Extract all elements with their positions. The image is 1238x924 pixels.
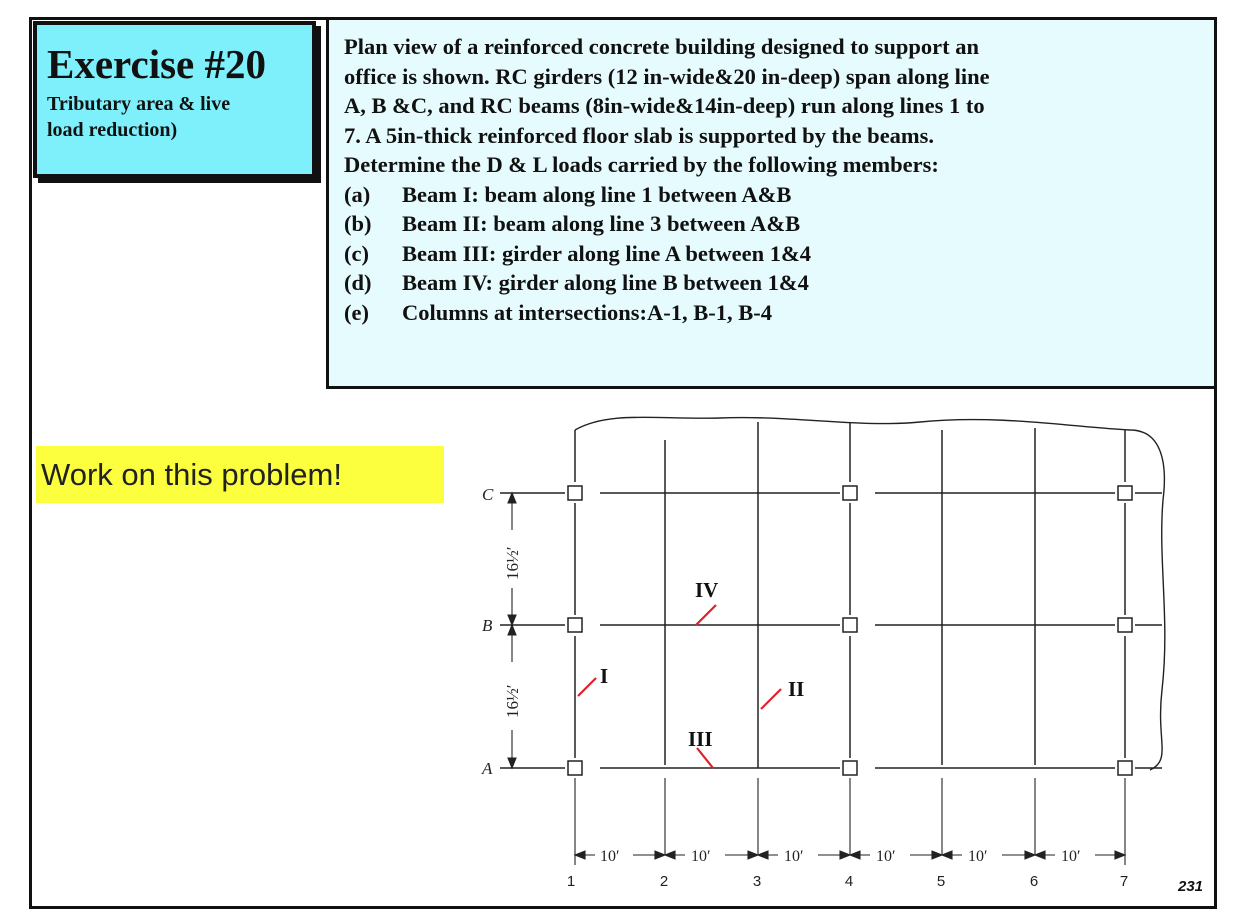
column-label-7: 7 [1119, 873, 1129, 890]
item-mark: (d) [344, 270, 372, 295]
member-item [344, 180, 1204, 210]
label-girder-3: III [688, 727, 713, 751]
problem-line: 7. A 5in-thick reinforced floor slab is supported by the beams. [344, 122, 935, 148]
item-text: Columns at intersections:A-1, B-1, B-4 [402, 299, 772, 325]
column-label-1: 1 [566, 873, 576, 890]
member-item [344, 209, 1204, 239]
member-item [344, 298, 1204, 328]
column-a1 [568, 761, 582, 775]
row-label-c: C [482, 485, 494, 504]
item-text: Beam IV: girder along line B between 1&4 [402, 270, 809, 295]
exercise-subtitle-line: Tributary area & live [47, 93, 231, 115]
column-b4 [843, 618, 857, 632]
vertical-dimension [508, 493, 516, 768]
column-b1 [568, 618, 582, 632]
item-text: Beam I: beam along line 1 between A&B [402, 181, 792, 207]
work-note-highlight: Work on this problem! [36, 446, 444, 503]
exercise-subtitle [47, 91, 302, 143]
column-a4 [843, 761, 857, 775]
label-beam-2: II [788, 677, 805, 701]
leader-beam-2 [761, 689, 781, 709]
leader-girder-4 [696, 605, 716, 625]
column-label-6: 6 [1029, 873, 1039, 890]
leader-girder-3 [697, 748, 713, 768]
page-number: 231 [1178, 878, 1204, 895]
column-b7 [1118, 618, 1132, 632]
problem-statement-box [326, 17, 1217, 389]
bay-spacing-label: 10′ [600, 848, 620, 865]
label-girder-4: IV [695, 578, 719, 602]
label-beam-1: I [600, 664, 609, 688]
problem-line: office is shown. RC girders (12 in-wide&20 in-deep) span along line [344, 63, 990, 89]
column-a7 [1118, 761, 1132, 775]
column-c7 [1118, 486, 1132, 500]
bay-spacing-label: 10′ [1061, 848, 1081, 865]
item-mark: (e) [344, 299, 369, 325]
column-label-3: 3 [752, 873, 762, 890]
column-c4 [843, 486, 857, 500]
row-spacing-label-ba: 16½′ [503, 684, 522, 718]
problem-line: A, B &C, and RC beams (8in-wide&14in-deep) run along lines 1 to [344, 93, 985, 118]
member-item [344, 239, 1204, 269]
beam-lines [575, 422, 1125, 768]
item-mark: (c) [344, 240, 369, 266]
column-c1 [568, 486, 582, 500]
column-label-2: 2 [659, 873, 669, 890]
column-label-4: 4 [844, 873, 854, 890]
break-line [575, 417, 1165, 770]
problem-line: Plan view of a reinforced concrete building designed to support an [344, 34, 980, 59]
item-mark: (a) [344, 181, 371, 207]
item-mark: (b) [344, 211, 372, 236]
member-item [344, 268, 1204, 298]
girder-lines [500, 493, 1162, 768]
member-list [344, 180, 1204, 328]
exercise-title: Exercise #20 [47, 41, 266, 87]
bay-spacing-label: 10′ [968, 848, 988, 865]
floor-plan-diagram [440, 400, 1200, 900]
row-label-b: B [482, 616, 493, 635]
exercise-subtitle-line: load reduction) [47, 119, 178, 141]
bay-spacing-label: 10′ [876, 848, 896, 865]
leader-beam-1 [578, 678, 596, 696]
item-text: Beam II: beam along line 3 between A&B [402, 211, 801, 236]
row-label-a: A [482, 759, 493, 778]
problem-line: Determine the D & L loads carried by the following members: [344, 152, 939, 177]
row-spacing-label-cb: 16½′ [503, 546, 522, 580]
column-label-5: 5 [936, 873, 946, 890]
bay-spacing-label: 10′ [784, 848, 804, 865]
exercise-title-box [33, 21, 316, 178]
bay-spacing-label: 10′ [691, 848, 711, 865]
item-text: Beam III: girder along line A between 1&4 [402, 240, 811, 266]
